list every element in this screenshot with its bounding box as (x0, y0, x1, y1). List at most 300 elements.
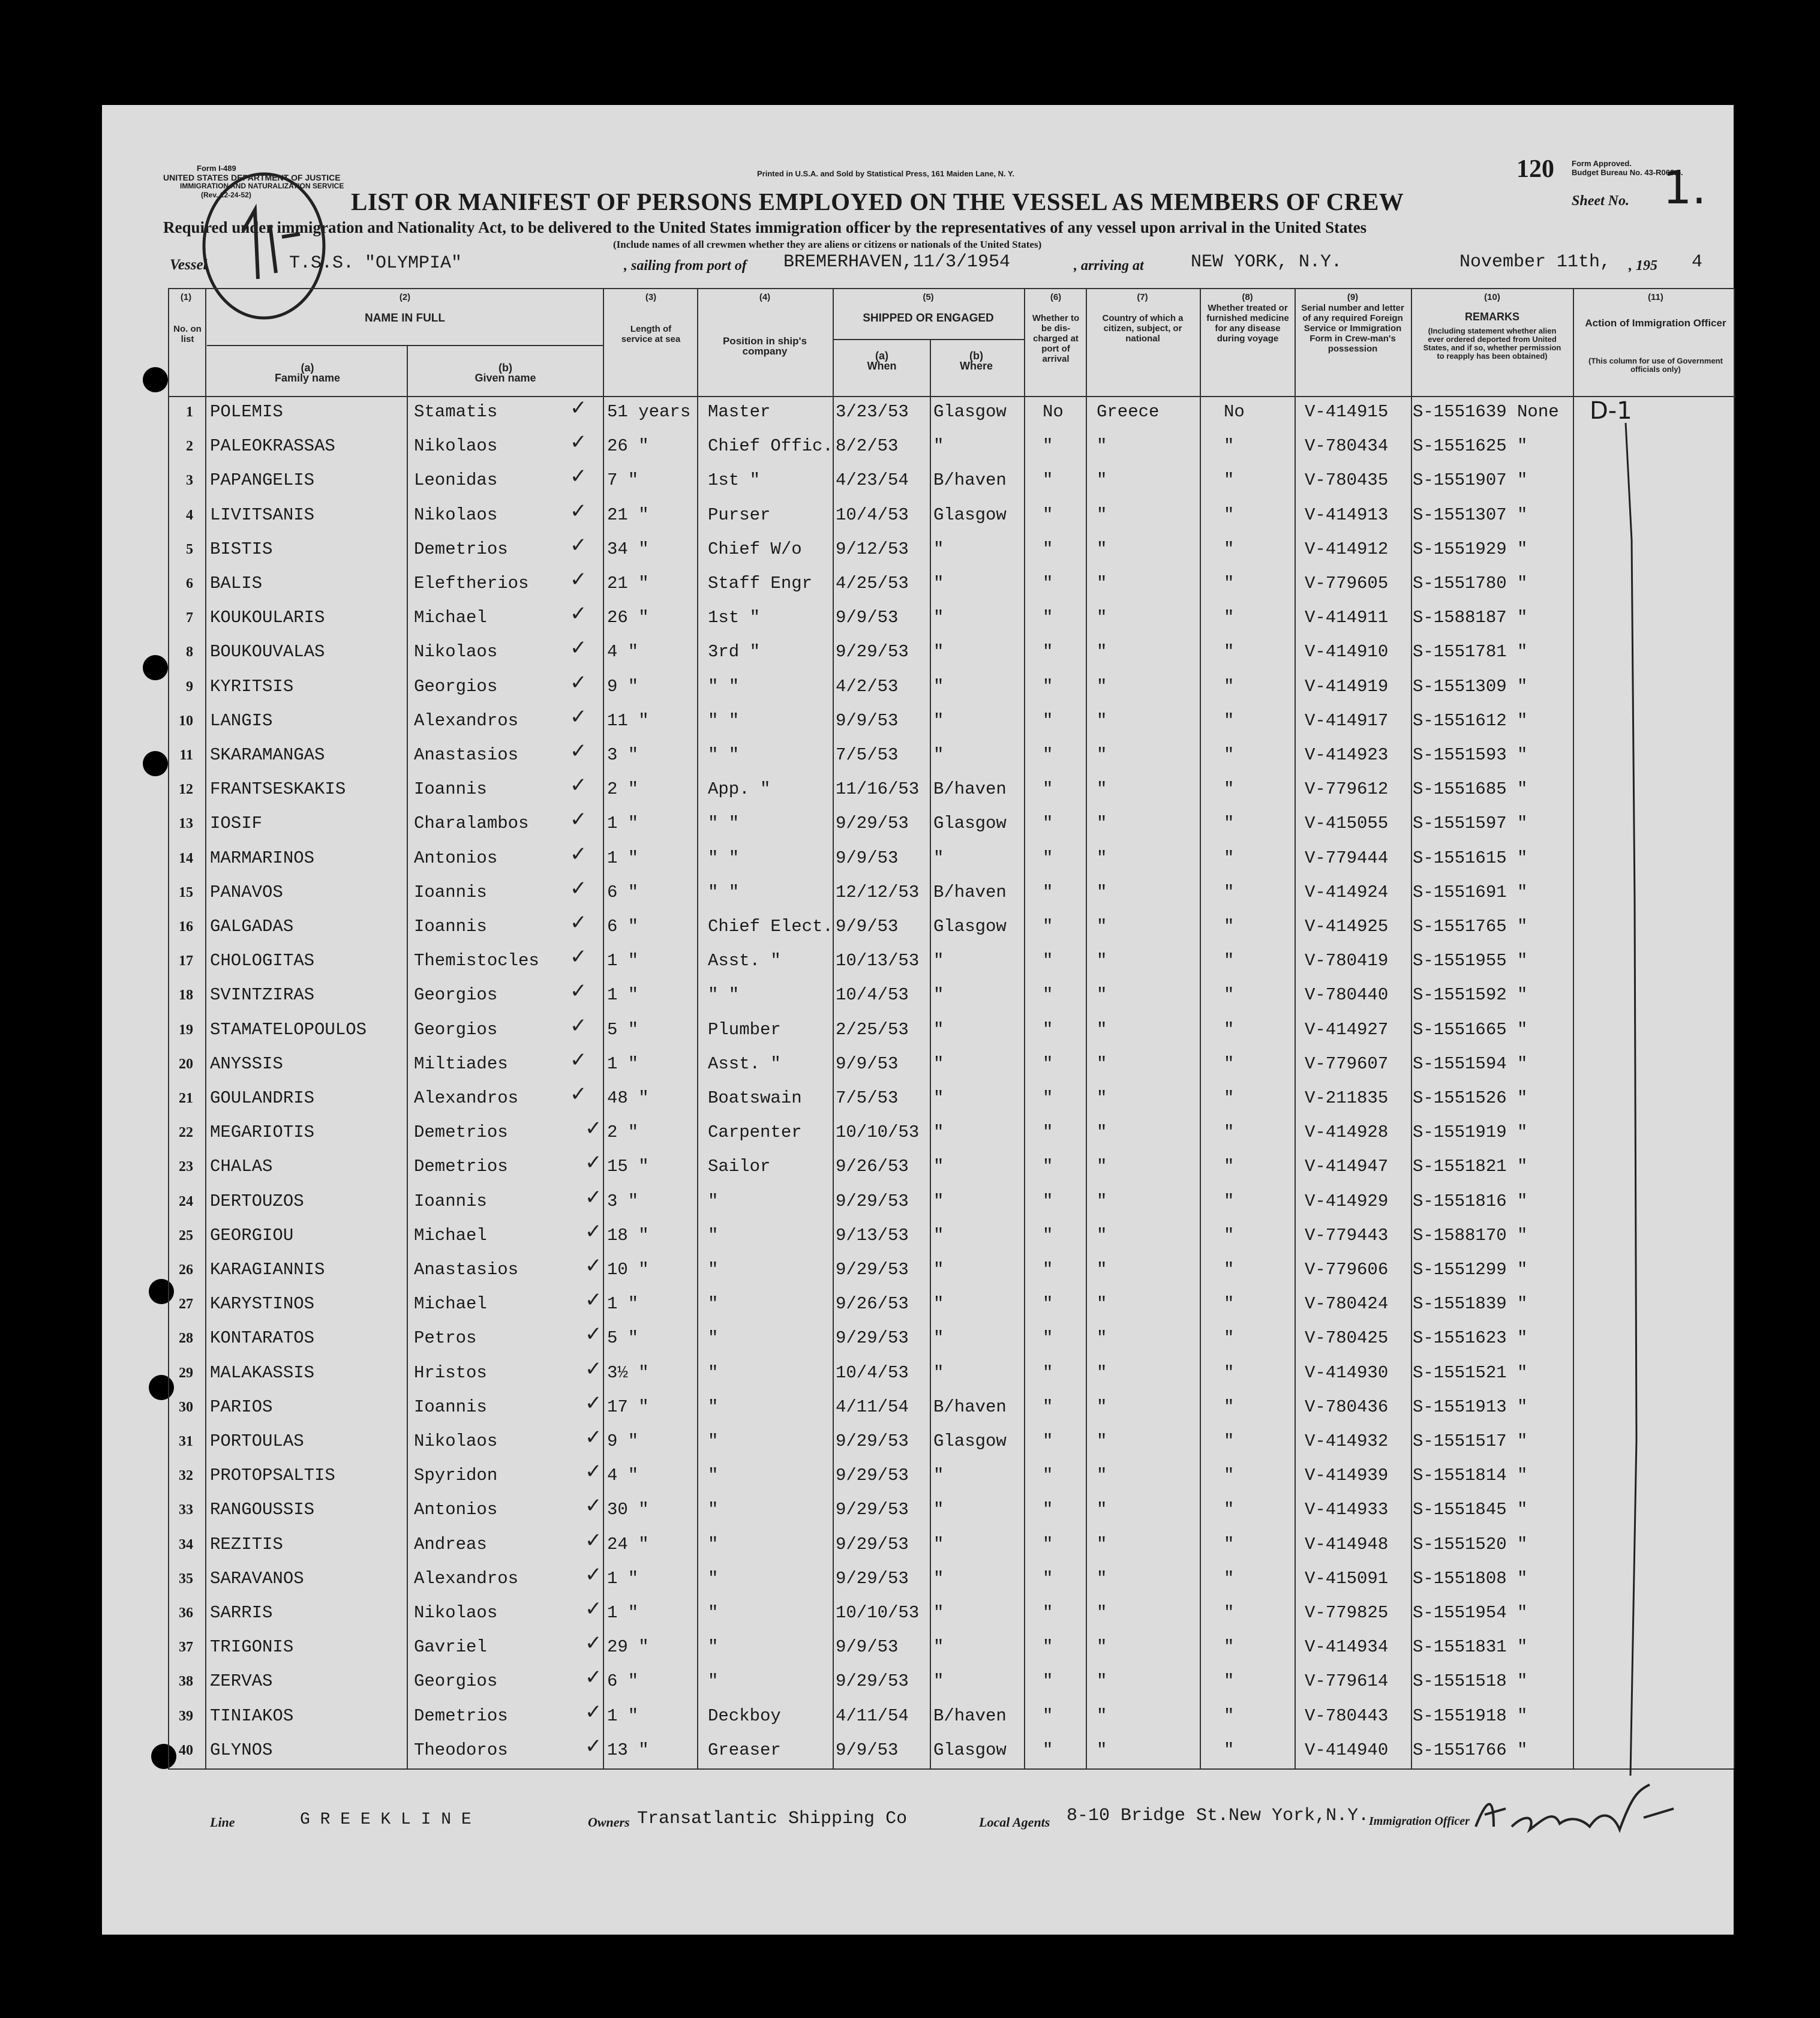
cell-when: 9/26/53 (836, 1294, 909, 1314)
col-11-note: (This column for use of Government officials only) (1588, 356, 1723, 374)
cell-service: 24 " (607, 1534, 649, 1554)
checkmark-icon: ✓ (570, 1047, 587, 1072)
cell-given: Andreas (414, 1534, 487, 1554)
cell-serial: V-779612 (1305, 779, 1389, 800)
row-number: 35 (179, 1570, 193, 1587)
cell-service: 2 " (607, 1122, 639, 1143)
col-2-number: (2) (399, 292, 411, 302)
cell-where: " (933, 1122, 944, 1143)
cell-where: " (933, 1225, 944, 1245)
cell-where: " (933, 1053, 944, 1074)
cell-where: " (933, 1019, 944, 1040)
cell-given: Ioannis (414, 917, 487, 936)
cell-medicine: " (1224, 1603, 1235, 1623)
cell-medicine: " (1224, 882, 1235, 902)
col-10-header: REMARKS (1464, 311, 1519, 323)
cell-when: 9/9/53 (836, 917, 899, 936)
cell-serial: V-415055 (1305, 813, 1389, 834)
cell-position: " " (708, 813, 740, 834)
cell-remarks: S-1551808 " (1413, 1568, 1528, 1588)
cell-given: Spyridon (414, 1466, 498, 1486)
checkmark-icon: ✓ (585, 1631, 602, 1656)
cell-family: GLYNOS (210, 1740, 273, 1760)
row-number: 5 (186, 541, 193, 557)
cell-medicine: " (1224, 848, 1235, 868)
cell-medicine: " (1224, 710, 1235, 731)
row-number: 1 (186, 404, 193, 420)
cell-where: " (933, 1328, 944, 1349)
col-4-number: (4) (759, 292, 771, 302)
cell-country: " (1097, 539, 1107, 559)
cell-remarks: S-1551593 " (1413, 745, 1528, 765)
checkmark-icon: ✓ (585, 1494, 602, 1518)
cell-country: " (1097, 882, 1107, 902)
cell-when: 9/29/53 (836, 1191, 909, 1211)
cell-medicine: " (1224, 1191, 1235, 1211)
cell-given: Georgios (414, 1671, 498, 1692)
cell-remarks: S-1551299 " (1413, 1260, 1528, 1280)
cell-discharged: " (1043, 1568, 1053, 1588)
cell-medicine: " (1224, 1157, 1235, 1177)
cell-remarks: S-1551625 " (1413, 436, 1528, 457)
cell-when: 4/23/54 (836, 470, 909, 491)
cell-country: " (1097, 1466, 1107, 1486)
cell-where: " (933, 1603, 944, 1623)
cell-medicine: " (1224, 1500, 1235, 1520)
cell-service: 34 " (607, 539, 649, 559)
cell-country: " (1097, 1088, 1107, 1108)
row-number: 18 (179, 987, 193, 1004)
row-number: 3 (186, 473, 193, 489)
cell-serial: V-414919 (1305, 676, 1389, 696)
cell-country: " (1097, 813, 1107, 834)
checkmark-icon: ✓ (570, 979, 587, 1004)
col-7-header: Country of which a citizen, subject, or national (1102, 313, 1184, 344)
cell-where: " (933, 1362, 944, 1383)
checkmark-icon: ✓ (585, 1356, 602, 1381)
cell-discharged: " (1043, 1671, 1053, 1692)
checkmark-icon: ✓ (570, 773, 587, 798)
cell-where: " (933, 676, 944, 696)
col-3-number: (3) (645, 292, 657, 302)
cell-where: " (933, 1500, 944, 1520)
cell-when: 2/25/53 (836, 1019, 909, 1040)
cell-medicine: " (1224, 1088, 1235, 1108)
cell-position: Plumber (708, 1019, 781, 1040)
cell-given: Antonios (414, 1500, 498, 1520)
cell-family: SVINTZIRAS (210, 985, 315, 1005)
cell-when: 10/10/53 (836, 1122, 920, 1143)
cell-given: Eleftherios (414, 573, 529, 593)
checkmark-icon: ✓ (570, 704, 587, 729)
cell-country: " (1097, 951, 1107, 971)
cell-given: Nikolaos (414, 642, 498, 662)
cell-medicine: " (1224, 1019, 1235, 1040)
cell-given: Demetrios (414, 539, 508, 559)
col-6-number: (6) (1050, 292, 1062, 302)
cell-where: Glasgow (933, 813, 1007, 834)
cell-given: Charalambos (414, 813, 529, 834)
cell-family: GOULANDRIS (210, 1088, 315, 1108)
cell-where: Glasgow (933, 402, 1007, 422)
cell-serial: V-779607 (1305, 1053, 1389, 1074)
cell-family: RANGOUSSIS (210, 1500, 315, 1520)
col-6-header: Whether to be dis-charged at port of arrival (1032, 313, 1080, 364)
cell-given: Theodoros (414, 1740, 508, 1760)
cell-serial: V-780425 (1305, 1328, 1389, 1349)
cell-family: PROTOPSALTIS (210, 1466, 335, 1486)
cell-medicine: " (1224, 1637, 1235, 1657)
cell-where: B/haven (933, 470, 1007, 491)
cell-serial: V-779605 (1305, 573, 1389, 593)
cell-position: Boatswain (708, 1088, 802, 1108)
cell-medicine: " (1224, 1328, 1235, 1349)
row-number: 31 (179, 1434, 193, 1449)
cell-medicine: " (1224, 642, 1235, 662)
cell-country: " (1097, 1568, 1107, 1588)
cell-medicine: " (1224, 1568, 1235, 1588)
checkmark-icon: ✓ (570, 807, 587, 832)
row-number: 6 (186, 576, 193, 591)
cell-serial: V-414925 (1305, 917, 1389, 936)
cell-family: FRANTSESKAKIS (210, 779, 346, 800)
cell-position: " (708, 1397, 719, 1417)
cell-discharged: " (1043, 608, 1053, 628)
cell-serial: V-414928 (1305, 1122, 1389, 1143)
row-number: 32 (179, 1468, 193, 1484)
cell-country: " (1097, 985, 1107, 1005)
cell-position: 1st " (708, 608, 761, 628)
cell-medicine: " (1224, 470, 1235, 491)
cell-family: CHOLOGITAS (210, 951, 315, 971)
cell-where: " (933, 951, 944, 971)
cell-family: STAMATELOPOULOS (210, 1019, 367, 1040)
cell-position: " (708, 1500, 719, 1520)
checkmark-icon: ✓ (585, 1528, 602, 1552)
cell-position: " (708, 1603, 719, 1623)
cell-remarks: S-1551766 " (1413, 1740, 1528, 1760)
cell-family: TRIGONIS (210, 1637, 294, 1657)
cell-discharged: " (1043, 642, 1053, 662)
checkmark-icon: ✓ (570, 876, 587, 900)
cell-where: " (933, 539, 944, 559)
cell-service: 9 " (607, 1431, 639, 1451)
cell-discharged: " (1043, 470, 1053, 491)
cell-discharged: " (1043, 1191, 1053, 1211)
cell-when: 9/29/53 (836, 1328, 909, 1349)
cell-when: 10/4/53 (836, 985, 909, 1005)
cell-when: 9/29/53 (836, 1466, 909, 1486)
cell-family: PANAVOS (210, 882, 283, 902)
cell-country: " (1097, 676, 1107, 696)
cell-medicine: " (1224, 779, 1235, 800)
row-number: 20 (179, 1056, 193, 1072)
cell-given: Ioannis (414, 1191, 487, 1211)
cell-service: 21 " (607, 573, 649, 593)
cell-service: 48 " (607, 1088, 649, 1108)
cell-service: 6 " (607, 882, 639, 902)
checkmark-icon: ✓ (585, 1391, 602, 1415)
cell-country: " (1097, 1500, 1107, 1520)
grid-line (1734, 288, 1735, 1768)
cell-serial: V-414930 (1305, 1362, 1389, 1383)
cell-service: 1 " (607, 848, 639, 868)
cell-medicine: " (1224, 1705, 1235, 1726)
cell-position: Carpenter (708, 1122, 802, 1143)
row-number: 25 (179, 1227, 193, 1244)
cell-family: ZERVAS (210, 1671, 273, 1692)
cell-country: " (1097, 1603, 1107, 1623)
cell-when: 11/16/53 (836, 779, 920, 800)
cell-medicine: " (1224, 813, 1235, 834)
cell-given: Petros (414, 1328, 477, 1349)
grid-line (697, 288, 698, 1768)
approval-note: Form Approved. (1572, 159, 1632, 168)
cell-remarks: S-1551780 " (1413, 573, 1528, 593)
printer-note: Printed in U.S.A. and Sold by Statistical Press, 161 Maiden Lane, N. Y. (757, 169, 1014, 178)
cell-position: App. " (708, 779, 771, 800)
cell-where: " (933, 848, 944, 868)
cell-serial: V-414934 (1305, 1637, 1389, 1657)
cell-position: Chief Offic. (708, 436, 833, 457)
cell-serial: V-779606 (1305, 1260, 1389, 1280)
cell-position: Deckboy (708, 1705, 781, 1726)
cell-serial: V-414923 (1305, 745, 1389, 765)
cell-family: MALAKASSIS (210, 1362, 315, 1383)
cell-medicine: No (1224, 402, 1245, 422)
cell-country: " (1097, 848, 1107, 868)
page-subtitle: Required under immigration and Nationality Act, to be delivered to the United States immigration officer by the representatives of any vessel upon arrival in the United States (163, 218, 1367, 236)
cell-where: Glasgow (933, 917, 1007, 936)
cell-medicine: " (1224, 676, 1235, 696)
cell-discharged: " (1043, 539, 1053, 559)
cell-discharged: " (1043, 1122, 1053, 1143)
cell-remarks: S-1551612 " (1413, 710, 1528, 731)
cell-service: 18 " (607, 1225, 649, 1245)
owners-label: Owners (588, 1815, 630, 1830)
cell-discharged: " (1043, 436, 1053, 457)
grid-line (1411, 288, 1412, 1768)
cell-discharged: " (1043, 779, 1053, 800)
cell-when: 9/29/53 (836, 1500, 909, 1520)
grid-line (1200, 288, 1201, 1768)
cell-position: Chief Elect. (708, 917, 833, 936)
cell-where: Glasgow (933, 504, 1007, 525)
checkmark-icon: ✓ (570, 602, 587, 626)
cell-remarks: S-1551831 " (1413, 1637, 1528, 1657)
row-number: 9 (186, 678, 193, 695)
checkmark-icon: ✓ (585, 1562, 602, 1587)
col-5b-header: (b) Where (959, 350, 993, 372)
cell-given: Demetrios (414, 1705, 508, 1726)
cell-remarks: S-1551691 " (1413, 882, 1528, 902)
cell-serial: V-414929 (1305, 1191, 1389, 1211)
col-5a-header: (a) When (867, 350, 897, 372)
cell-serial: V-414911 (1305, 608, 1389, 628)
checkmark-icon: ✓ (570, 1013, 587, 1038)
cell-when: 10/13/53 (836, 951, 920, 971)
cell-where: Glasgow (933, 1431, 1007, 1451)
cell-given: Stamatis (414, 402, 498, 422)
row-number: 8 (186, 644, 193, 660)
cell-family: KARYSTINOS (210, 1294, 315, 1314)
cell-when: 9/9/53 (836, 1053, 899, 1074)
cell-given: Georgios (414, 676, 498, 696)
cell-serial: V-414933 (1305, 1500, 1389, 1520)
budget-bureau-note: Budget Bureau No. 43-R068.5. (1572, 168, 1683, 177)
row-number: 29 (179, 1365, 193, 1381)
owners-value: Transatlantic Shipping Co (637, 1809, 908, 1829)
cell-given: Hristos (414, 1362, 487, 1383)
cell-medicine: " (1224, 985, 1235, 1005)
col-8-header: Whether treated or furnished medicine for any disease during voyage (1206, 303, 1289, 344)
cell-medicine: " (1224, 1053, 1235, 1074)
cell-family: KONTARATOS (210, 1328, 315, 1349)
cell-family: BISTIS (210, 539, 273, 559)
cell-given: Georgios (414, 985, 498, 1005)
cell-service: 1 " (607, 1568, 639, 1588)
cell-serial: V-414917 (1305, 710, 1389, 731)
cell-when: 4/2/53 (836, 676, 899, 696)
cell-when: 4/11/54 (836, 1397, 909, 1417)
cell-serial: V-779825 (1305, 1603, 1389, 1623)
cell-discharged: " (1043, 1431, 1053, 1451)
cell-serial: V-780443 (1305, 1705, 1389, 1726)
col-9-header: Serial number and letter of any required Foreign Service or Immigration Form in Crew-man's possession (1301, 303, 1404, 354)
cell-service: 3 " (607, 1191, 639, 1211)
cell-position: " (708, 1637, 719, 1657)
col-5-number: (5) (923, 292, 934, 302)
grid-line (930, 339, 931, 1768)
checkmark-icon: ✓ (570, 533, 587, 557)
cell-when: 7/5/53 (836, 1088, 899, 1108)
cell-remarks: S-1551307 " (1413, 504, 1528, 525)
vessel-name: T.S.S. "OLYMPIA" (289, 253, 462, 274)
cell-given: Themistocles (414, 951, 539, 971)
cell-family: CHALAS (210, 1157, 273, 1177)
cell-serial: V-779444 (1305, 848, 1389, 868)
row-number: 23 (179, 1159, 193, 1175)
cell-family: GALGADAS (210, 917, 294, 936)
cell-position: " (708, 1568, 719, 1588)
cell-when: 9/26/53 (836, 1157, 909, 1177)
cell-service: 29 " (607, 1637, 649, 1657)
cell-given: Ioannis (414, 1397, 487, 1417)
cell-serial: V-780435 (1305, 470, 1389, 491)
row-number: 40 (179, 1742, 193, 1758)
row-number: 24 (179, 1193, 193, 1209)
col-11-number: (11) (1648, 292, 1663, 302)
row-number: 16 (179, 919, 193, 935)
cell-when: 3/23/53 (836, 402, 909, 422)
cell-position: " (708, 1191, 719, 1211)
cell-country: " (1097, 917, 1107, 936)
cell-when: 9/29/53 (836, 1431, 909, 1451)
cell-service: 13 " (607, 1740, 649, 1760)
cell-remarks: S-1551592 " (1413, 985, 1528, 1005)
agents-label: Local Agents (979, 1815, 1050, 1830)
row-number: 2 (186, 439, 193, 455)
cell-service: 4 " (607, 642, 639, 662)
cell-where: " (933, 745, 944, 765)
cell-serial: V-414910 (1305, 642, 1389, 662)
cell-medicine: " (1224, 1671, 1235, 1692)
cell-family: REZITIS (210, 1534, 283, 1554)
checkmark-icon: ✓ (585, 1288, 602, 1313)
cell-when: 12/12/53 (836, 882, 920, 902)
cell-service: 1 " (607, 1705, 639, 1726)
cell-medicine: " (1224, 1362, 1235, 1383)
cell-discharged: " (1043, 1397, 1053, 1417)
cell-position: " " (708, 848, 740, 868)
cell-position: " " (708, 710, 740, 731)
cell-remarks: S-1551594 " (1413, 1053, 1528, 1074)
cell-family: KARAGIANNIS (210, 1260, 325, 1280)
cell-family: SKARAMANGAS (210, 745, 325, 765)
checkmark-icon: ✓ (585, 1116, 602, 1141)
col-10-note: (Including statement whether alien ever ordered deported from United States, and if so, whether permission to reapply has been obtained) (1423, 326, 1561, 361)
cell-discharged: " (1043, 1603, 1053, 1623)
cell-country: " (1097, 1705, 1107, 1726)
cell-given: Nikolaos (414, 1431, 498, 1451)
cell-given: Alexandros (414, 1088, 519, 1108)
cell-given: Gavriel (414, 1637, 487, 1657)
cell-country: " (1097, 1260, 1107, 1280)
grid-line (1295, 288, 1296, 1768)
col-10-number: (10) (1484, 292, 1500, 302)
cell-discharged: " (1043, 882, 1053, 902)
cell-medicine: " (1224, 1122, 1235, 1143)
cell-medicine: " (1224, 1397, 1235, 1417)
cell-service: 30 " (607, 1500, 649, 1520)
col-1-header: No. on list (173, 324, 202, 344)
row-number: 4 (186, 507, 193, 523)
cell-remarks: S-1551518 " (1413, 1671, 1528, 1692)
cell-discharged: " (1043, 813, 1053, 834)
cell-when: 9/29/53 (836, 1671, 909, 1692)
cell-discharged: " (1043, 1740, 1053, 1760)
cell-medicine: " (1224, 436, 1235, 457)
cell-where: " (933, 1088, 944, 1108)
cell-remarks: S-1551821 " (1413, 1157, 1528, 1177)
grid-line (168, 396, 1734, 397)
checkmark-icon: ✓ (585, 1185, 602, 1209)
cell-service: 4 " (607, 1466, 639, 1486)
grid-line (205, 288, 206, 1768)
checkmark-icon: ✓ (570, 499, 587, 523)
cell-country: " (1097, 573, 1107, 593)
grid-line (1086, 288, 1087, 1768)
cell-remarks: S-1551814 " (1413, 1466, 1528, 1486)
cell-family: POLEMIS (210, 402, 283, 422)
cell-when: 9/29/53 (836, 1260, 909, 1280)
cell-family: TINIAKOS (210, 1705, 294, 1726)
cell-position: Chief W/o (708, 539, 802, 559)
cell-country: " (1097, 436, 1107, 457)
cell-where: " (933, 1671, 944, 1692)
cell-given: Michael (414, 1225, 487, 1245)
cell-remarks: S-1551615 " (1413, 848, 1528, 868)
cell-position: " (708, 1225, 719, 1245)
cell-position: Asst. " (708, 1053, 781, 1074)
cell-remarks: S-1551816 " (1413, 1191, 1528, 1211)
cell-serial: V-780419 (1305, 951, 1389, 971)
checkmark-icon: ✓ (570, 430, 587, 455)
cell-position: " " (708, 985, 740, 1005)
cell-where: Glasgow (933, 1740, 1007, 1760)
grid-line (833, 339, 1024, 340)
cell-remarks: S-1551520 " (1413, 1534, 1528, 1554)
